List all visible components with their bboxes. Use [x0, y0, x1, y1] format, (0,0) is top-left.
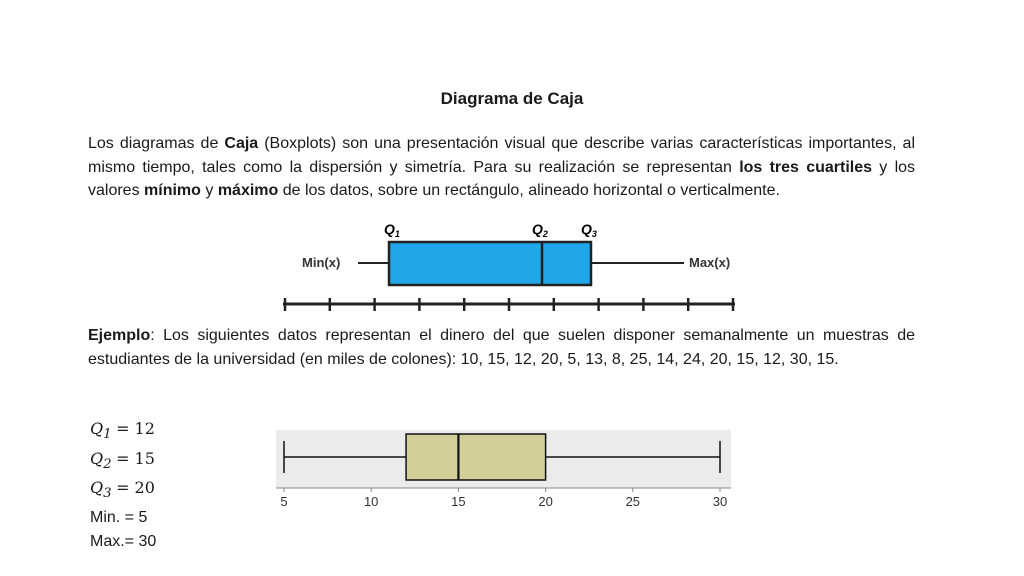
intro-bold-caja: Caja: [224, 135, 259, 152]
intro-text: de los datos, sobre un rectángulo, alineado horizontal o verticalmente.: [278, 182, 780, 199]
intro-text: y los valores: [88, 158, 916, 199]
intro-text: y: [200, 182, 218, 199]
schematic-q2-label: $Q_2$: [532, 221, 548, 239]
min-stat: Min. = 5: [90, 509, 148, 527]
intro-text: (Boxplots) son una presentación visual que describe varias características importantes, al mismo tiempo, tales como la dispersión y simetría. Para su realización se representan: [88, 135, 916, 176]
iqr-box: [406, 434, 546, 480]
example-paragraph: [88, 324, 915, 371]
statistics-list: [90, 417, 156, 553]
schematic-box: [389, 242, 591, 285]
intro-bold-minimo: mínimo: [144, 182, 201, 199]
schematic-q3-label: $Q_3$: [581, 221, 597, 239]
q3-stat: $Q_3 = 20$: [90, 478, 155, 502]
x-tick-label: 20: [538, 494, 553, 509]
q1-stat: $Q_1 = 12$: [90, 419, 155, 443]
example-text: : Los siguientes datos representan el dinero del que suelen disponer semanalmente un muestras de estudiantes de la universidad (en miles de colones): 10, 15, 12, 20, 5, 13, 8, 25, 14, 24, 20, 15, 12, 30, 15.: [88, 327, 915, 368]
intro-bold-cuartiles: los tres cuartiles: [739, 158, 873, 176]
intro-bold-maximo: máximo: [217, 182, 279, 199]
intro-paragraph: [88, 132, 915, 203]
schematic-min-label: Min(x): [302, 255, 341, 270]
q2-stat: $Q_2 = 15$: [90, 448, 155, 472]
x-tick-label: 15: [451, 494, 466, 509]
example-label: Ejemplo: [88, 327, 151, 344]
x-tick-label: 30: [712, 494, 728, 509]
x-tick-label: 5: [280, 494, 288, 509]
schematic-max-label: Max(x): [689, 255, 731, 270]
schematic-boxplot: [270, 215, 750, 315]
page-title: Diagrama de Caja: [440, 89, 584, 108]
x-tick-label: 10: [363, 494, 379, 509]
schematic-q1-label: $Q_1$: [384, 221, 400, 239]
intro-text: Los diagramas de: [88, 135, 225, 152]
example-boxplot-chart: [270, 428, 735, 516]
x-tick-label: 25: [625, 494, 641, 509]
max-stat: Max.= 30: [90, 532, 157, 550]
